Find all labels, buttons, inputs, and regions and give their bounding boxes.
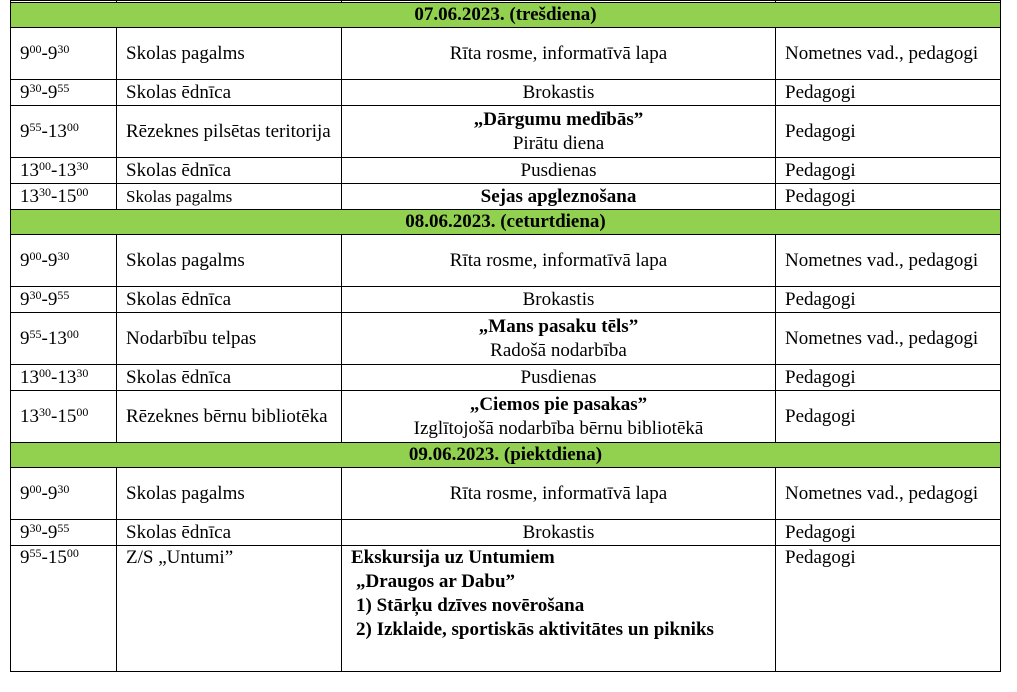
time-cell: $9^{30}-9^{55}$ — [11, 520, 117, 546]
table-row — [11, 80, 1001, 106]
activity-cell — [342, 546, 776, 672]
time-cell: $13^{30}-15^{00}$ — [11, 184, 117, 210]
place-cell: Skolas ēdnīca — [117, 365, 342, 391]
responsible-cell: Pedagogi — [776, 106, 1001, 158]
activity-subtitle: Radošā nodarbība — [490, 339, 627, 361]
camp-schedule-table — [10, 0, 1001, 672]
table-row — [11, 287, 1001, 313]
time-cell: $9^{00}-9^{30}$ — [11, 468, 117, 520]
schedule-sheet — [10, 0, 1000, 672]
place-cell: Skolas ēdnīca — [117, 287, 342, 313]
responsible-cell: Pedagogi — [776, 158, 1001, 184]
activity-cell — [342, 391, 776, 443]
place-cell: Skolas ēdnīca — [117, 80, 342, 106]
table-row — [11, 28, 1001, 80]
activity-cell: Brokastis — [342, 287, 776, 313]
place-cell: Z/S „Untumi” — [117, 546, 342, 672]
responsible-cell: Pedagogi — [776, 365, 1001, 391]
activity-cell: Rīta rosme, informatīvā lapa — [342, 28, 776, 80]
time-cell: $9^{30}-9^{55}$ — [11, 80, 117, 106]
table-row — [11, 468, 1001, 520]
responsible-cell: Pedagogi — [776, 80, 1001, 106]
day-header-row — [11, 210, 1001, 235]
table-row — [11, 313, 1001, 365]
responsible-cell: Pedagogi — [776, 184, 1001, 210]
excursion-item: 1) Stārķu dzīves novērošana — [356, 595, 585, 616]
excursion-item: 2) Izklaide, sportiskās aktivitātes un pikniks — [356, 619, 714, 640]
table-row — [11, 520, 1001, 546]
responsible-cell: Nometnes vad., pedagogi — [776, 28, 1001, 80]
time-cell: $9^{55}-13^{00}$ — [11, 106, 117, 158]
responsible-cell: Pedagogi — [776, 287, 1001, 313]
place-cell: Rēzeknes pilsētas teritorija — [117, 106, 342, 158]
time-cell: $9^{55}-15^{00}$ — [11, 546, 117, 672]
place-cell: Skolas pagalms — [117, 468, 342, 520]
place-cell: Skolas pagalms — [117, 235, 342, 287]
table-row — [11, 391, 1001, 443]
activity-cell: Sejas apgleznošana — [342, 184, 776, 210]
activity-cell — [342, 106, 776, 158]
time-cell: $13^{00}-13^{30}$ — [11, 158, 117, 184]
responsible-cell: Nometnes vad., pedagogi — [776, 468, 1001, 520]
table-row — [11, 546, 1001, 672]
responsible-cell: Nometnes vad., pedagogi — [776, 235, 1001, 287]
table-row — [11, 365, 1001, 391]
day-header-row — [11, 3, 1001, 28]
place-cell: Skolas pagalms — [117, 28, 342, 80]
place-cell: Skolas ēdnīca — [117, 158, 342, 184]
day-header-row — [11, 443, 1001, 468]
activity-cell: Pusdienas — [342, 365, 776, 391]
time-cell: $9^{00}-9^{30}$ — [11, 235, 117, 287]
responsible-cell: Pedagogi — [776, 546, 1001, 672]
responsible-cell: Nometnes vad., pedagogi — [776, 313, 1001, 365]
table-row — [11, 106, 1001, 158]
activity-cell: Brokastis — [342, 80, 776, 106]
day-header: 08.06.2023. (ceturtdiena) — [11, 210, 1001, 235]
responsible-cell: Pedagogi — [776, 520, 1001, 546]
excursion-subtitle: „Draugos ar Dabu” — [356, 571, 516, 592]
activity-subtitle: Pirātu diena — [512, 132, 605, 154]
activity-cell — [342, 313, 776, 365]
place-cell: Skolas ēdnīca — [117, 520, 342, 546]
time-cell: $9^{55}-13^{00}$ — [11, 313, 117, 365]
activity-cell: Pusdienas — [342, 158, 776, 184]
responsible-cell: Pedagogi — [776, 391, 1001, 443]
time-cell: $13^{00}-13^{30}$ — [11, 365, 117, 391]
activity-cell: Brokastis — [342, 520, 776, 546]
table-row — [11, 235, 1001, 287]
time-cell: $13^{30}-15^{00}$ — [11, 391, 117, 443]
place-cell: Nodarbību telpas — [117, 313, 342, 365]
activity-cell: Rīta rosme, informatīvā lapa — [342, 468, 776, 520]
place-cell: Skolas pagalms — [117, 184, 342, 210]
table-row — [11, 184, 1001, 210]
activity-title: „Mans pasaku tēls” — [478, 315, 639, 337]
activity-title: „Ciemos pie pasakas” — [469, 393, 648, 415]
excursion-title: Ekskursija uz Untumiem — [351, 547, 555, 568]
activity-subtitle: Izglītojošā nodarbība bērnu bibliotēkā — [413, 417, 704, 439]
activity-cell: Rīta rosme, informatīvā lapa — [342, 235, 776, 287]
table-row — [11, 158, 1001, 184]
time-cell: $9^{30}-9^{55}$ — [11, 287, 117, 313]
time-cell: $9^{00}-9^{30}$ — [11, 28, 117, 80]
place-cell: Rēzeknes bērnu bibliotēka — [117, 391, 342, 443]
activity-title: „Dārgumu medībās” — [473, 108, 644, 130]
day-header: 07.06.2023. (trešdiena) — [11, 3, 1001, 28]
day-header: 09.06.2023. (piektdiena) — [11, 443, 1001, 468]
